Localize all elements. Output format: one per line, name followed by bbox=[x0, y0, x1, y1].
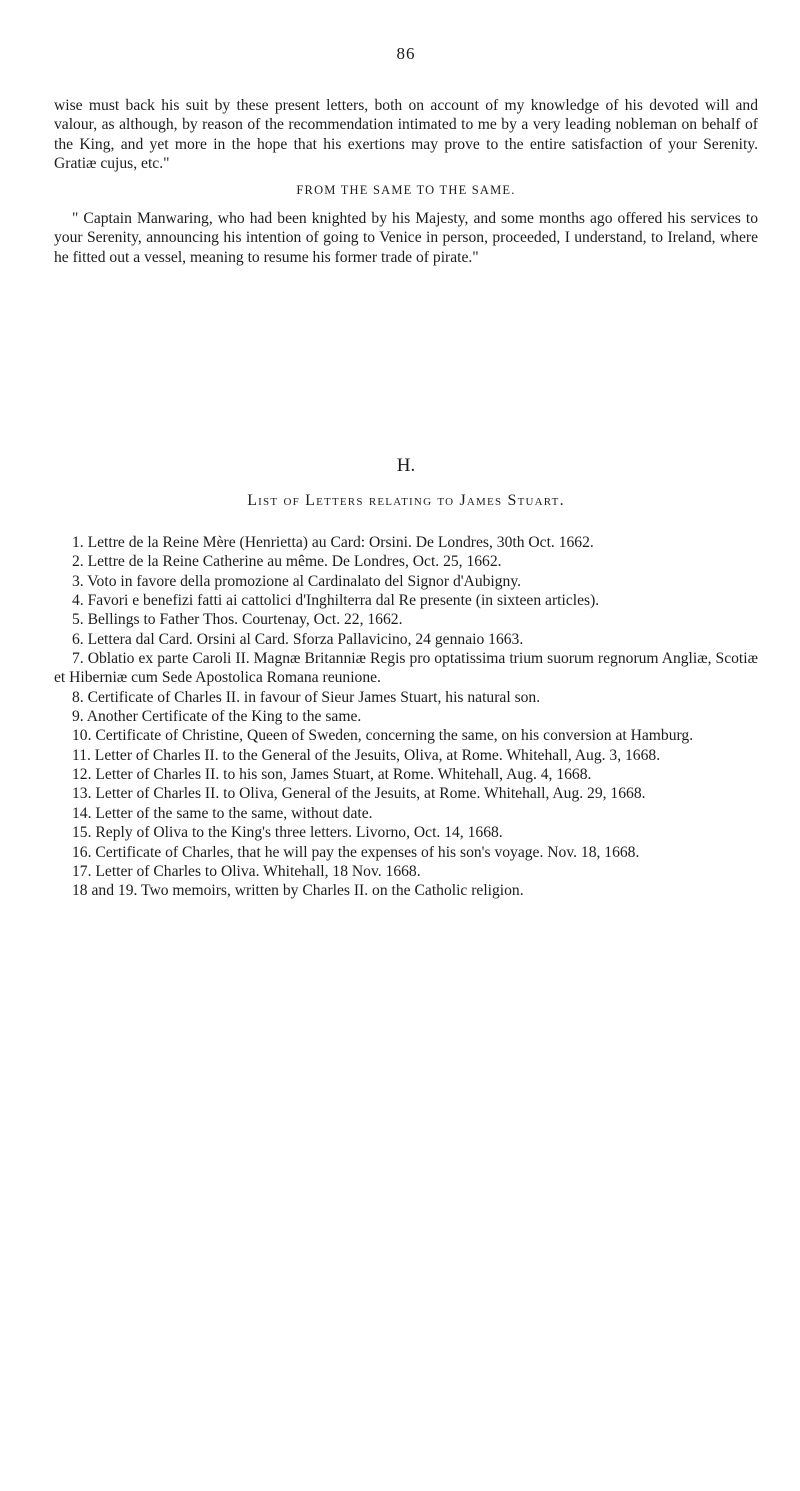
list-item: 13. Letter of Charles II. to Oliva, General of the Jesuits, at Rome. Whitehall, Aug. 29, 1668. bbox=[72, 785, 646, 803]
list-item: 8. Certificate of Charles II. in favour of Sieur James Stuart, his natural son. bbox=[72, 688, 541, 706]
list-item: 9. Another Certificate of the King to the same. bbox=[72, 708, 362, 726]
list-item: 4. Favori e benefizi fatti ai cattolici d'Inghilterra dal Re presente (in sixteen articles). bbox=[72, 592, 600, 610]
list-item: 12. Letter of Charles II. to his son, James Stuart, at Rome. Whitehall, Aug. 4, 1668. bbox=[72, 766, 592, 784]
list-item: 3. Voto in favore della promozione al Cardinalato del Signor d'Aubigny. bbox=[72, 572, 522, 590]
section-title: List of Letters relating to James Stuart. bbox=[247, 492, 565, 509]
subheading: FROM THE SAME TO THE SAME. bbox=[296, 183, 516, 197]
list-item: 1. Lettre de la Reine Mère (Henrietta) au Card: Orsini. De Londres, 30th Oct. 1662. bbox=[72, 534, 594, 551]
list-item: 6. Lettera dal Card. Orsini al Card. Sforza Pallavicino, 24 gennaio 1663. bbox=[72, 630, 524, 648]
page-number: 86 bbox=[396, 44, 416, 63]
opening-paragraph: wise must back his suit by these present letters, both on account of my knowledge of his devoted will and valour, as although, by reason of the recommendation intimated to me by a very leading nobleman on behalf of the King, and yet more in the hope that his exertions may prove to the entire satisfaction of your Serenity. Gratiæ cujus, etc." bbox=[54, 97, 758, 173]
list-item: 14. Letter of the same to the same, without date. bbox=[72, 804, 373, 822]
list-item: 11. Letter of Charles II. to the General of the Jesuits, Oliva, at Rome. Whitehall, Aug. 3, 1668. bbox=[72, 746, 661, 764]
list-item: 5. Bellings to Father Thos. Courtenay, Oct. 22, 1662. bbox=[72, 611, 403, 629]
list-item: 2. Lettre de la Reine Catherine au même. De Londres, Oct. 25, 1662. bbox=[72, 553, 502, 571]
list-item: 10. Certificate of Christine, Queen of Sweden, concerning the same, on his conversion at Hamburg. bbox=[72, 727, 694, 745]
letters-list bbox=[54, 533, 758, 901]
list-item: 18 and 19. Two memoirs, written by Charles II. on the Catholic religion. bbox=[72, 882, 524, 900]
section-letter: H. bbox=[396, 455, 416, 476]
list-item: 17. Letter of Charles to Oliva. Whitehall, 18 Nov. 1668. bbox=[72, 862, 421, 880]
list-item: 16. Certificate of Charles, that he will pay the expenses of his son's voyage. Nov. 18, 1668. bbox=[72, 843, 640, 861]
second-paragraph: " Captain Manwaring, who had been knighted by his Majesty, and some months ago offered his services to your Serenity, announcing his intention of going to Venice in person, proceeded, I understand, to Ireland, where he fitted out a vessel, meaning to resume his former trade of pirate." bbox=[54, 210, 758, 266]
list-item: 15. Reply of Oliva to the King's three letters. Livorno, Oct. 14, 1668. bbox=[72, 824, 503, 842]
list-item: 7. Oblatio ex parte Caroli II. Magnæ Britanniæ Regis pro optatissima trium suorum regnorum Angliæ, Scotiæ et Hiberniæ cum Sede Apostolica Romana reunione. bbox=[54, 650, 758, 687]
